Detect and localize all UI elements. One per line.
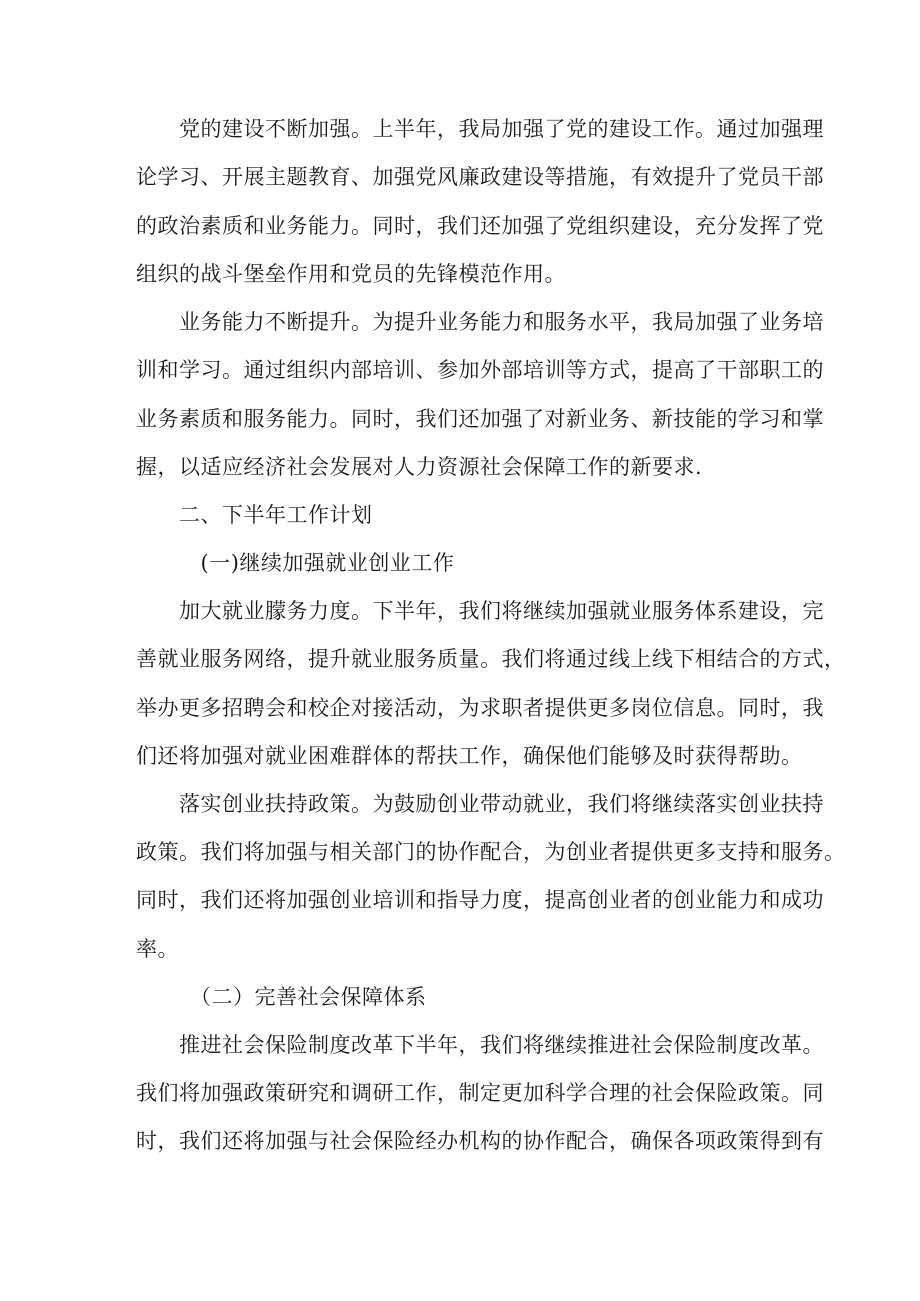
paragraph-line: 加大就业朦务力度。下半年，我们将继续加强就业服务体系建设，完 bbox=[136, 599, 824, 623]
paragraph-line: 时，我们还将加强与社会保险经办机构的协作配合，确保各项政策得到有 bbox=[136, 1129, 824, 1153]
paragraph-line: 训和学习。通过组织内部培训、参加外部培训等方式，提高了干部职工的 bbox=[136, 358, 824, 382]
paragraph-line: 握，以适应经济社会发展对人力资源社会保障工作的新要求. bbox=[136, 455, 703, 479]
paragraph-line: 推进社会保险制度改革下半年，我们将继续推进社会保险制度改革。 bbox=[136, 1033, 824, 1057]
paragraph-line: 组织的战斗堡垒作用和党员的先锋模范作用。 bbox=[136, 262, 566, 286]
paragraph-line: 们还将加强对就业困难群体的帮扶工作，确保他们能够及时获得帮助。 bbox=[136, 744, 803, 768]
paragraph-line: 论学习、开展主题教育、加强党风廉政建设等措施，有效提升了党员干部 bbox=[136, 165, 824, 189]
paragraph-line: 政策。我们将加强与相关部门的协作配合，为创业者提供更多支持和服务。 bbox=[136, 840, 846, 864]
paragraph-line: 业务素质和服务能力。同时，我们还加强了对新业务、新技能的学习和掌 bbox=[136, 407, 824, 431]
section-heading: 二、下半年工作计划 bbox=[136, 503, 373, 527]
paragraph-line: 我们将加强政策研究和调研工作，制定更加科学合理的社会保险政策。同 bbox=[136, 1081, 824, 1105]
paragraph-line: 的政治素质和业务能力。同时，我们还加强了党组织建设，充分发挥了党 bbox=[136, 214, 824, 238]
paragraph-line: 业务能力不断提升。为提升业务能力和服务水平，我局加强了业务培 bbox=[136, 310, 824, 334]
paragraph-line: 举办更多招聘会和校企对接活动，为求职者提供更多岗位信息。同时，我 bbox=[136, 696, 824, 720]
paragraph-line: 党的建设不断加强。上半年，我局加强了党的建设工作。通过加强理 bbox=[136, 117, 824, 141]
paragraph-line: 落实创业扶持政策。为鼓励创业带动就业，我们将继续落实创业扶持 bbox=[136, 792, 824, 816]
paragraph-line: 率。 bbox=[136, 937, 179, 961]
paragraph-line: 善就业服务网络，提升就业服务质量。我们将通过线上线下相结合的方式， bbox=[136, 647, 846, 671]
subsection-heading: （二）完善社会保障体系 bbox=[136, 985, 427, 1009]
paragraph-line: 同时，我们还将加强创业培训和指导力度，提高创业者的创业能力和成功 bbox=[136, 888, 824, 912]
subsection-heading: (一)继续加强就业创业工作 bbox=[136, 551, 455, 575]
